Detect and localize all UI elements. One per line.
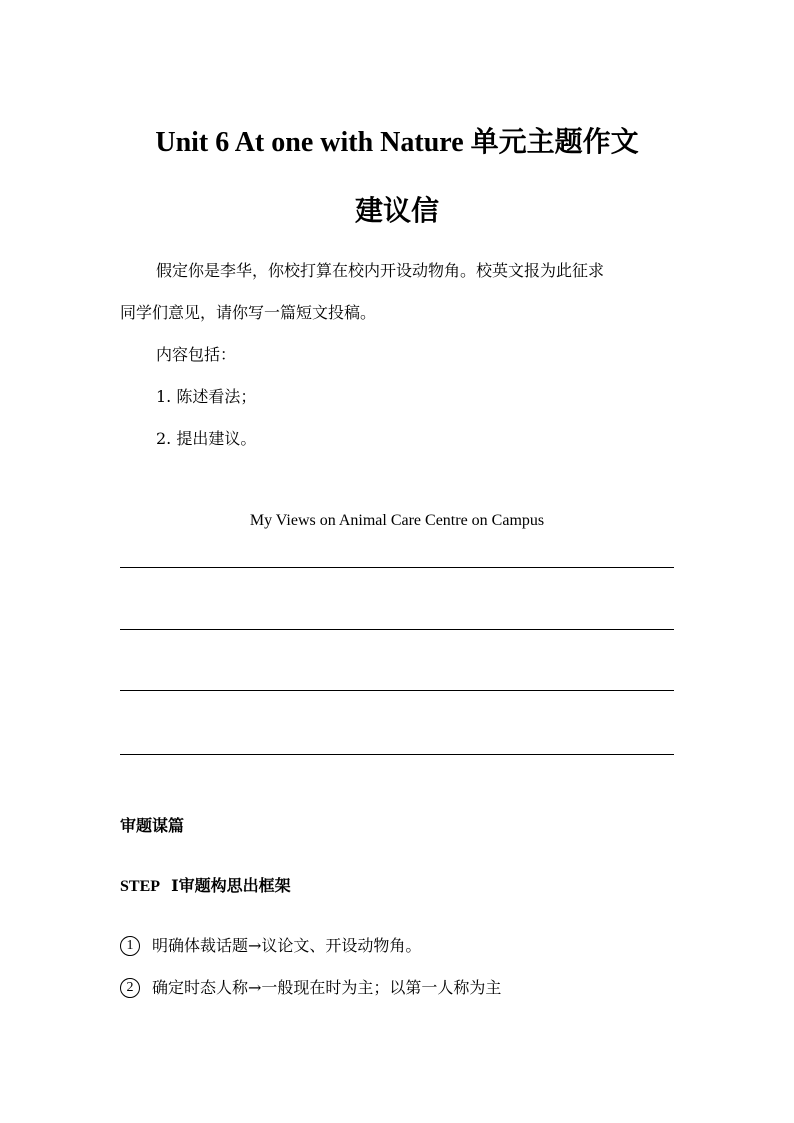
analysis-point-text: 确定时态人称→一般现在时为主；以第一人称为主 xyxy=(152,978,502,997)
analysis-point-text: 明确体裁话题→议论文、开设动物角。 xyxy=(152,936,422,955)
content-intro: 内容包括： xyxy=(156,345,237,364)
step-title: Ⅰ审题构思出框架 xyxy=(171,876,291,895)
circled-number-1: 1 xyxy=(120,936,140,956)
writing-line xyxy=(120,567,674,568)
analysis-point-2 xyxy=(120,977,501,999)
circled-number-2: 2 xyxy=(120,978,140,998)
requirement-item-1: 1. 陈述看法； xyxy=(156,387,257,406)
document-subtitle: 建议信 xyxy=(354,196,439,227)
essay-heading: My Views on Animal Care Centre on Campus xyxy=(249,512,545,529)
step-heading xyxy=(120,876,291,897)
writing-line xyxy=(120,754,674,755)
writing-line xyxy=(120,690,674,691)
section-title: 审题谋篇 xyxy=(120,816,185,835)
analysis-point-1 xyxy=(120,935,421,957)
requirement-item-2: 2. 提出建议。 xyxy=(156,429,257,448)
writing-line xyxy=(120,629,674,630)
document-title: Unit 6 At one with Nature 单元主题作文 xyxy=(155,127,639,158)
step-label: STEP xyxy=(120,878,161,895)
prompt-paragraph-line-1: 假定你是李华，你校打算在校内开设动物角。校英文报为此征求 xyxy=(156,261,605,280)
prompt-paragraph-line-2: 同学们意见，请你写一篇短文投稿。 xyxy=(120,303,377,322)
